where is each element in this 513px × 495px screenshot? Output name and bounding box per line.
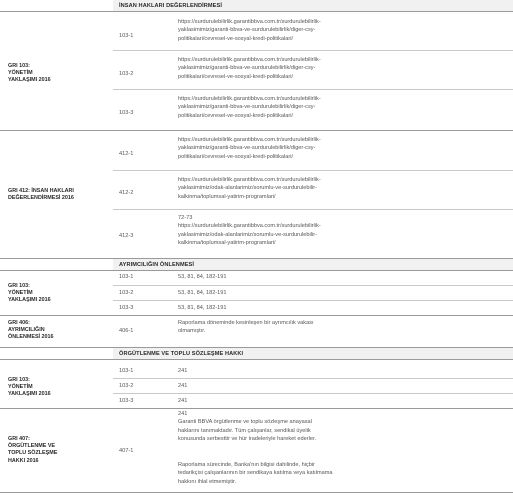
divider — [113, 285, 513, 286]
disclosure-code: 103-2 — [119, 290, 134, 296]
disclosure-code: 412-2 — [119, 190, 134, 196]
divider — [0, 258, 513, 259]
divider — [0, 359, 513, 360]
disclosure-code: 103-3 — [119, 305, 134, 311]
disclosure-code: 103-3 — [119, 398, 134, 404]
divider — [113, 378, 513, 379]
divider — [113, 170, 513, 171]
page-references: 241 — [178, 383, 188, 389]
disclosure-link[interactable]: https://surdurulebilirlik.garantibbva.com.tr/surdurulebilirlik- yaklasimimiz/garanti-bbva-ve-surdurulebilirlik/diger-csy- politikalari/cevresel-ve-sosyal-kredi-politikalari/ — [178, 57, 321, 80]
standard-gri-412: GRI 412: İNSAN HAKLARI DEĞERLENDİRMESİ 2016 — [8, 188, 74, 202]
disclosure-code: 412-3 — [119, 233, 134, 239]
disclosure-text: 241 Garanti BBVA örgütlenme ve toplu sözleşme anayasal haklarını tanımaktadır. Tüm çalışanlar, sendikal üyelik konusunda serbesttir ve hür iradeleriyle hareket ederler. — [178, 411, 317, 443]
standard-gri-103-human-rights: GRI 103: YÖNETİM YAKLAŞIMI 2016 — [8, 63, 51, 84]
disclosure-code: 103-2 — [119, 383, 134, 389]
standard-gri-103-non-discrimination: GRI 103: YÖNETİM YAKLAŞIMI 2016 — [8, 283, 51, 304]
disclosure-link[interactable]: https://surdurulebilirlik.garantibbva.com.tr/surdurulebilirlik- yaklasimimiz/garanti-bbva-ve-surdurulebilirlik/diger-csy- politikalari/cevresel-ve-sosyal-kredi-politikalari/ — [178, 137, 321, 160]
divider — [0, 408, 513, 409]
divider — [113, 89, 513, 90]
divider — [0, 270, 513, 271]
disclosure-link[interactable]: https://surdurulebilirlik.garantibbva.com.tr/surdurulebilirlik- yaklasimimiz/garanti-bbva-ve-surdurulebilirlik/diger-csy- politikalari/cevresel-ve-sosyal-kredi-politikalari/ — [178, 19, 321, 42]
page-references: 241 — [178, 398, 188, 404]
disclosure-code: 103-1 — [119, 274, 134, 280]
page-references: 53, 81, 84, 182-191 — [178, 290, 227, 296]
disclosure-code: 406-1 — [119, 328, 134, 334]
divider — [113, 300, 513, 301]
divider — [0, 11, 513, 12]
disclosure-code: 103-1 — [119, 368, 134, 374]
divider — [0, 347, 513, 348]
page-references: 53, 81, 84, 182-191 — [178, 305, 227, 311]
standard-gri-103-collective-bargaining: GRI 103: YÖNETİM YAKLAŞIMI 2016 — [8, 377, 51, 398]
disclosure-link[interactable]: https://surdurulebilirlik.garantibbva.com.tr/surdurulebilirlik- yaklasimimiz/garanti-bbva-ve-surdurulebilirlik/diger-csy- politikalari/cevresel-ve-sosyal-kredi-politikalari/ — [178, 96, 321, 119]
standard-gri-406: GRI 406: AYRIMCILIĞIN ÖNLENMESİ 2016 — [8, 320, 54, 341]
divider — [0, 130, 513, 131]
disclosure-code: 103-1 — [119, 33, 134, 39]
page-references: 241 — [178, 368, 188, 374]
divider — [0, 492, 513, 493]
disclosure-link[interactable]: https://surdurulebilirlik.garantibbva.com.tr/surdurulebilirlik- yaklasimimiz/odak-alanlarimiz/sorumlu-ve-surdurulebilir- kalkinma/toplumsal-yatirim-programlari/ — [178, 177, 321, 200]
disclosure-code: 407-1 — [119, 448, 134, 454]
section-title-non-discrimination: AYRIMCILIĞIN ÖNLENMESİ — [119, 262, 195, 268]
page-references: 53, 81, 84, 182-191 — [178, 274, 227, 280]
divider — [113, 209, 513, 210]
disclosure-code: 103-2 — [119, 71, 134, 77]
disclosure-link[interactable]: 72-73 https://surdurulebilirlik.garantibbva.com.tr/surdurulebilirlik- yaklasimimiz/odak-alanlarimiz/sorumlu-ve-surdurulebilir- kalkinma/toplumsal-yatirim-programlari/ — [178, 215, 321, 247]
divider — [113, 50, 513, 51]
section-title-collective-bargaining: ÖRGÜTLENME VE TOPLU SÖZLEŞME HAKKI — [119, 351, 244, 357]
disclosure-code: 412-1 — [119, 151, 134, 157]
section-title-human-rights: İNSAN HAKLARI DEĞERLENDİRMESİ — [119, 3, 222, 9]
divider — [113, 393, 513, 394]
standard-gri-407: GRI 407: ÖRGÜTLENME VE TOPLU SÖZLEŞME HAKKI 2016 — [8, 436, 58, 464]
disclosure-text: Raporlama döneminde kesinleşen bir ayrımcılık vakası olmamıştır. — [178, 320, 314, 335]
disclosure-text-continued: Raporlama sürecinde, Banka'nın bilgisi dahilinde, hiçbir tedarikçisi çalışanlarının bir sendikaya katılma veya katılmama hakkını ihlal etmemiştir. — [178, 462, 333, 485]
disclosure-code: 103-3 — [119, 110, 134, 116]
divider — [0, 315, 513, 316]
